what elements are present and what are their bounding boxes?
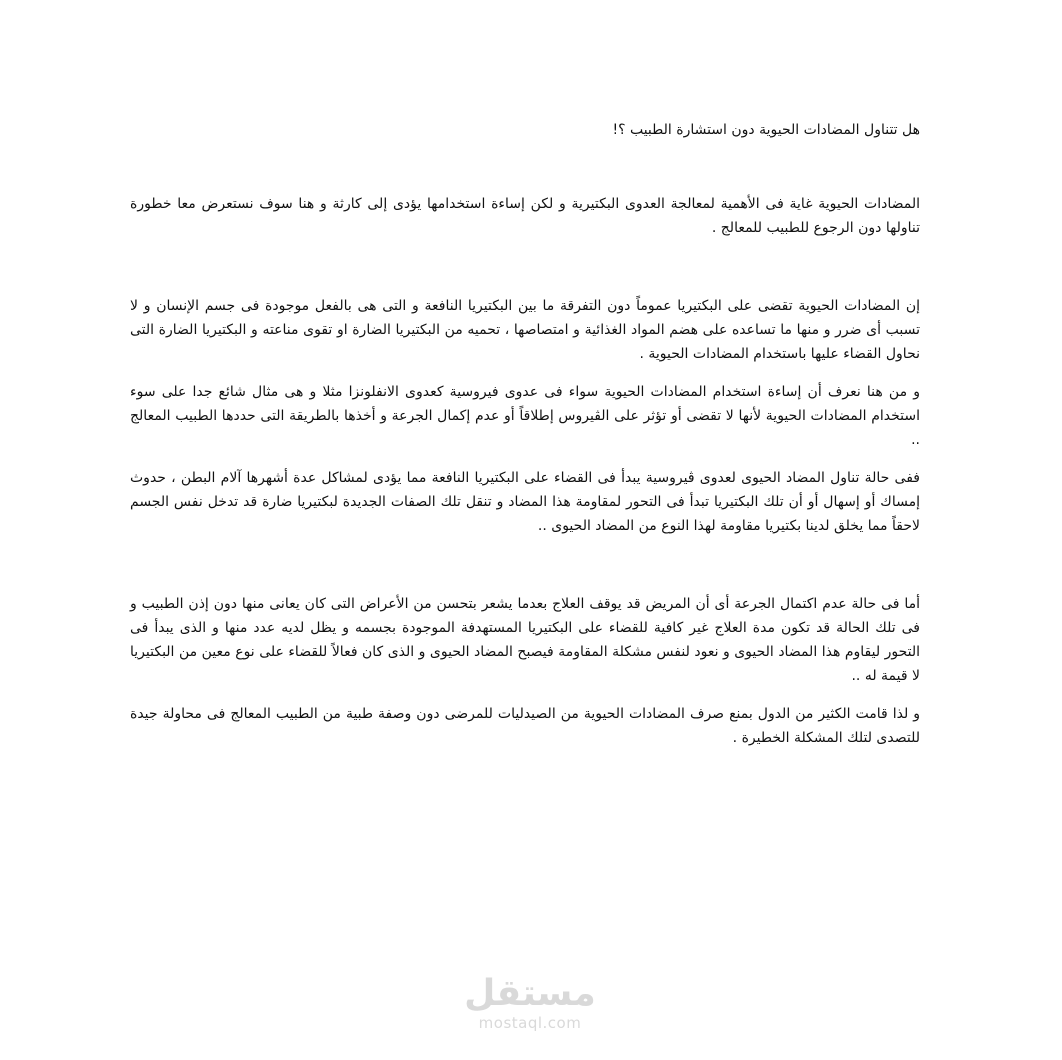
watermark-domain: mostaql.com xyxy=(478,1014,582,1032)
watermark-logo: مستقل xyxy=(464,973,596,1014)
paragraph-viral-infection: ففى حالة تناول المضاد الحيوى لعدوى ڤيروسية يبدأ فى القضاء على البكتيريا النافعة مما يؤدى لمشاكل عدة أشهرها آلام البطن ، حدوث إمساك أو إسهال أو أن تلك البكتيريا تبدأ فى التحور لمقاومة هذا المضاد و تنقل تلك الصفات الجديدة لبكتيريا ضارة قد تدخل نفس الجسم لاحقاً مما يخلق لدينا بكتيريا مقاومة لهذا النوع من المضاد الحيوى .. xyxy=(130,470,920,534)
paragraph-incomplete-dose: أما فى حالة عدم اكتمال الجرعة أى أن المريض قد يوقف العلاج بعدما يشعر بتحسن من الأعراض التى كان يعانى منها دون إذن الطبيب و فى تلك الحالة قد تكون مدة العلاج غير كافية للقضاء على البكتيريا المستهدفة الموجودة بجسمه و يظل لديه عدد منها و الذى يبدأ فى التحور ليقاوم هذا المضاد الحيوى و نعود لنفس مشكلة المقاومة فيصبح المضاد الحيوى و الذى كان فعالاً للقضاء على نوع معين من البكتيريا لا قيمة له .. xyxy=(130,596,920,684)
paragraph-misuse: و من هنا نعرف أن إساءة استخدام المضادات الحيوية سواء فى عدوى فيروسية كعدوى الانفلونزا مثلا و هى مثال شائع جدا على سوء استخدام المضادات الحيوية لأنها لا تقضى أو تؤثر على الڤيروس إطلاقاً أو عدم إكمال الجرعة و أخذها بالطريقة التى حددها الطبيب المعالج .. xyxy=(130,384,920,448)
paragraph-conclusion: و لذا قامت الكثير من الدول بمنع صرف المضادات الحيوية من الصيدليات للمرضى دون وصفة طبية من الطبيب المعالج فى محاولة جيدة للتصدى لتلك المشكلة الخطيرة . xyxy=(130,706,920,746)
mostaql-watermark xyxy=(440,973,620,1032)
paragraph-bacteria: إن المضادات الحيوية تقضى على البكتيريا عموماً دون التفرقة ما بين البكتيريا النافعة و التى هى بالفعل موجودة فى جسم الإنسان و لا تسبب أى ضرر و منها ما تساعده على هضم المواد الغذائية و امتصاصها ، تحميه من البكتيريا الضارة او تقوى مناعته و البكتيريا الضارة التى نحاول القضاء عليها باستخدام المضادات الحيوية . xyxy=(130,298,920,362)
paragraph-intro: المضادات الحيوية غاية فى الأهمية لمعالجة العدوى البكتيرية و لكن إساءة استخدامها يؤدى إلى كارثة و هنا سوف نستعرض معا خطورة تناولها دون الرجوع للطبيب للمعالج . xyxy=(130,196,920,236)
document-title: هل تتناول المضادات الحيوية دون استشارة الطبيب ؟! xyxy=(612,122,920,138)
document-body xyxy=(130,118,920,750)
